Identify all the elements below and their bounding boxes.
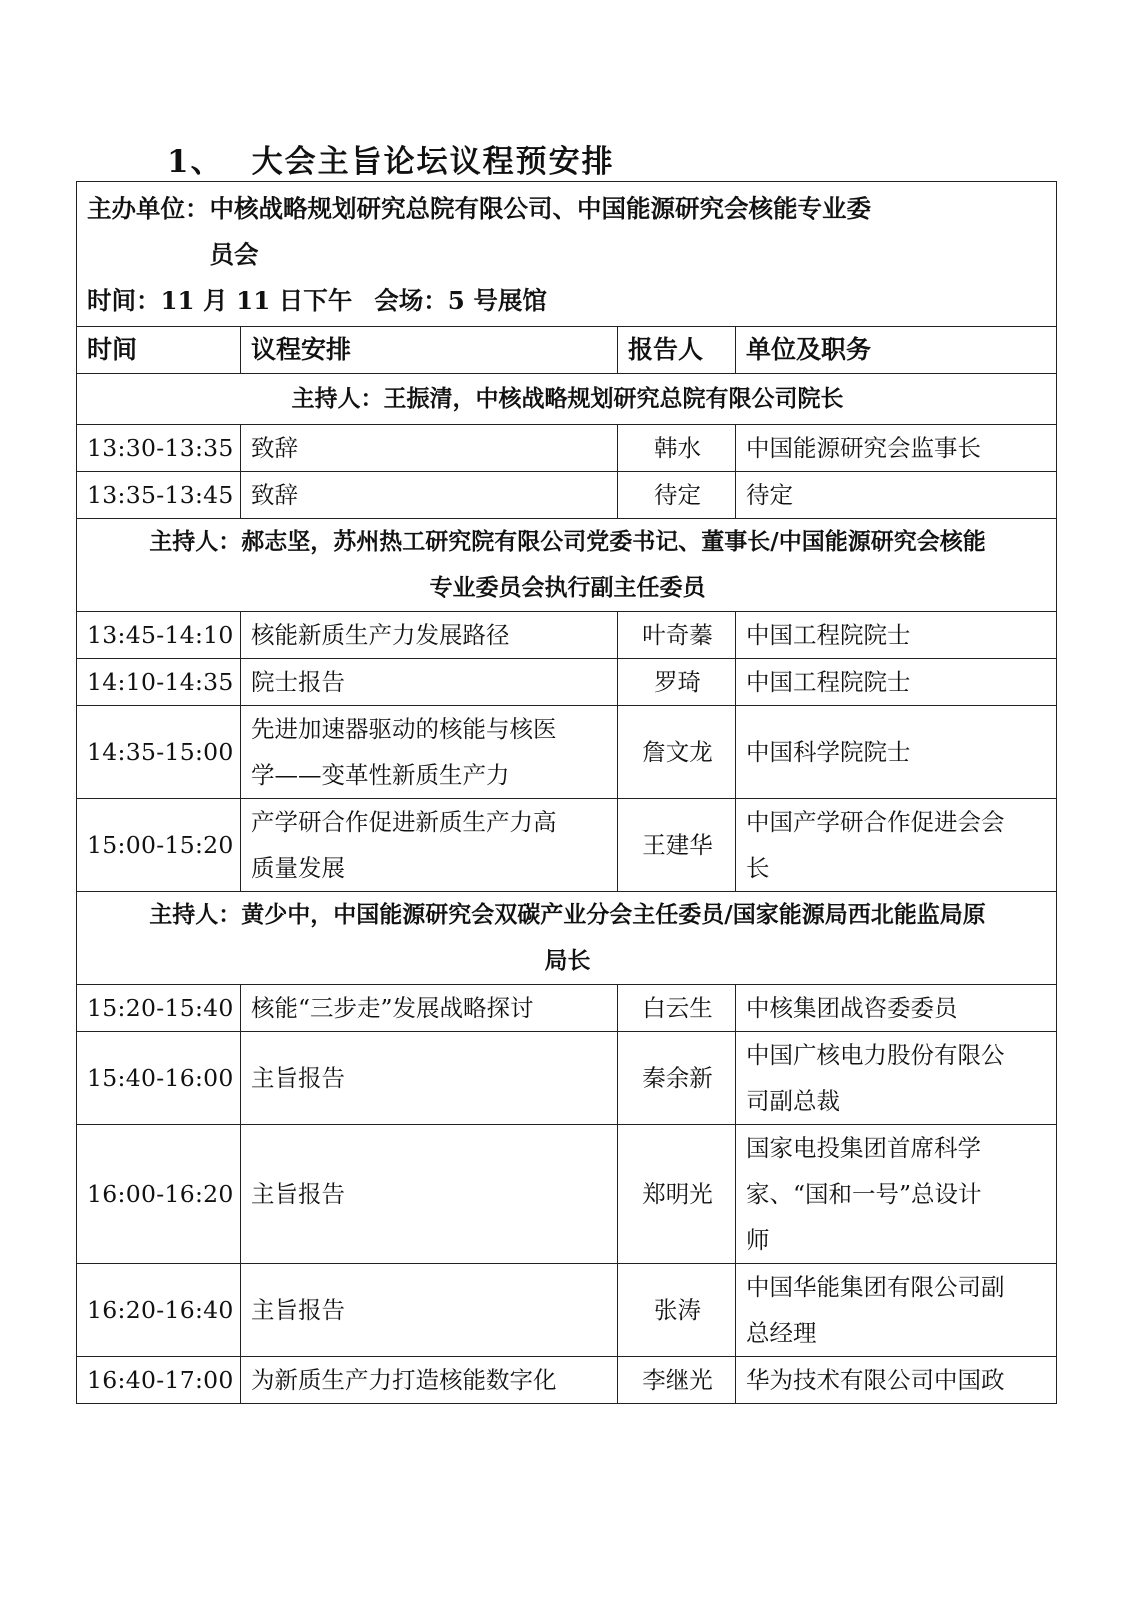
- agenda-row: [77, 1264, 1057, 1357]
- agenda-time: 13:45-14:10: [77, 612, 241, 659]
- agenda-time: 13:35-13:45: [77, 472, 241, 519]
- organizer-value-line: 员会: [209, 240, 259, 269]
- info-row: [77, 182, 1057, 327]
- agenda-time: 16:40-17:00: [77, 1357, 241, 1404]
- agenda-affiliation-line: 中国华能集团有限公司副: [746, 1273, 1005, 1301]
- agenda-topic: [241, 425, 618, 472]
- agenda-topic-line: 主旨报告: [251, 1296, 345, 1324]
- agenda-time: 15:20-15:40: [77, 985, 241, 1032]
- agenda-affiliation-line: 中核集团战咨委委员: [746, 994, 958, 1022]
- agenda-topic: [241, 799, 618, 892]
- organizer-value: [210, 186, 1047, 278]
- agenda-speaker: 白云生: [618, 985, 736, 1032]
- agenda-speaker: 待定: [618, 472, 736, 519]
- agenda-affiliation-line: 家、“国和一号”总设计: [746, 1180, 982, 1208]
- agenda-speaker: 秦余新: [618, 1032, 736, 1125]
- agenda-affiliation-line: 中国工程院院士: [746, 668, 911, 696]
- agenda-affiliation-line: 总经理: [746, 1319, 817, 1347]
- agenda-topic-line: 院士报告: [251, 668, 345, 696]
- title-text: 大会主旨论坛议程预安排: [251, 144, 615, 180]
- host-line: 专业委员会执行副主任委员: [429, 574, 706, 601]
- agenda-row: [77, 612, 1057, 659]
- agenda-topic-line: 主旨报告: [251, 1180, 345, 1208]
- agenda-row: [77, 985, 1057, 1032]
- host-cell: [77, 519, 1057, 612]
- agenda-speaker: 李继光: [618, 1357, 736, 1404]
- agenda-topic: [241, 706, 618, 799]
- organizer-value-line: 中核战略规划研究总院有限公司、中国能源研究会核能专业委: [209, 194, 871, 223]
- host-line: 主持人：黄少中，中国能源研究会双碳产业分会主任委员/国家能源局西北能监局原: [149, 901, 986, 928]
- agenda-row: [77, 706, 1057, 799]
- agenda-affiliation-line: 待定: [746, 481, 793, 509]
- agenda-row: [77, 425, 1057, 472]
- page-title: [167, 136, 615, 181]
- agenda-row: [77, 799, 1057, 892]
- agenda-row: [77, 1357, 1057, 1404]
- agenda-topic-line: 先进加速器驱动的核能与核医: [251, 715, 557, 743]
- header-speaker: 报告人: [618, 327, 736, 374]
- agenda-topic: [241, 985, 618, 1032]
- host-line: 主持人：郝志坚，苏州热工研究院有限公司党委书记、董事长/中国能源研究会核能: [149, 528, 986, 555]
- agenda-topic-line: 产学研合作促进新质生产力高: [251, 808, 557, 836]
- header-time: 时间: [77, 327, 241, 374]
- agenda-affiliation: [736, 659, 1057, 706]
- agenda-topic: [241, 1264, 618, 1357]
- host-line: 局长: [544, 947, 591, 974]
- agenda-speaker: 罗琦: [618, 659, 736, 706]
- organizer-label: 主办单位：: [87, 194, 210, 223]
- agenda-topic-line: 学——变革性新质生产力: [251, 761, 510, 789]
- time-value: 11 月 11 日下午: [160, 286, 353, 315]
- agenda-speaker: 王建华: [618, 799, 736, 892]
- agenda-table: [76, 181, 1057, 1404]
- host-row: [77, 892, 1057, 985]
- agenda-topic-line: 为新质生产力打造核能数字化: [251, 1366, 557, 1394]
- agenda-topic: [241, 659, 618, 706]
- agenda-row: [77, 659, 1057, 706]
- agenda-time: 14:35-15:00: [77, 706, 241, 799]
- agenda-affiliation-line: 长: [746, 854, 770, 882]
- agenda-topic: [241, 612, 618, 659]
- agenda-time: 13:30-13:35: [77, 425, 241, 472]
- agenda-row: [77, 1032, 1057, 1125]
- agenda-affiliation: [736, 1125, 1057, 1264]
- agenda-row: [77, 472, 1057, 519]
- agenda-affiliation: [736, 612, 1057, 659]
- agenda-speaker: 叶奇蓁: [618, 612, 736, 659]
- agenda-affiliation: [736, 985, 1057, 1032]
- agenda-topic-line: 致辞: [251, 434, 298, 462]
- agenda-affiliation: [736, 799, 1057, 892]
- host-row: [77, 374, 1057, 425]
- agenda-affiliation-line: 中国工程院院士: [746, 621, 911, 649]
- agenda-speaker: 詹文龙: [618, 706, 736, 799]
- agenda-time: 16:20-16:40: [77, 1264, 241, 1357]
- table-header-row: [77, 327, 1057, 374]
- title-number: 1、: [167, 144, 224, 180]
- agenda-affiliation: [736, 425, 1057, 472]
- agenda-affiliation-line: 国家电投集团首席科学: [746, 1134, 981, 1162]
- agenda-speaker: 张涛: [618, 1264, 736, 1357]
- agenda-topic: [241, 472, 618, 519]
- agenda-affiliation-line: 中国广核电力股份有限公: [746, 1041, 1005, 1069]
- host-row: [77, 519, 1057, 612]
- agenda-topic-line: 核能新质生产力发展路径: [251, 621, 510, 649]
- header-affiliation: 单位及职务: [736, 327, 1057, 374]
- venue-value: 5 号展馆: [447, 286, 547, 315]
- agenda-affiliation: [736, 1032, 1057, 1125]
- host-cell: [77, 892, 1057, 985]
- agenda-affiliation-line: 华为技术有限公司中国政: [746, 1366, 1005, 1394]
- host-line: 主持人：王振清，中核战略规划研究总院有限公司院长: [291, 385, 844, 412]
- agenda-topic-line: 主旨报告: [251, 1064, 345, 1092]
- agenda-speaker: 韩水: [618, 425, 736, 472]
- organizer-line: [87, 186, 1046, 278]
- agenda-topic-line: 致辞: [251, 481, 298, 509]
- agenda-affiliation-line: 中国科学院院士: [746, 738, 911, 766]
- agenda-topic: [241, 1357, 618, 1404]
- agenda-affiliation: [736, 706, 1057, 799]
- agenda-affiliation-line: 中国能源研究会监事长: [746, 434, 981, 462]
- agenda-time: 14:10-14:35: [77, 659, 241, 706]
- agenda-topic-line: 核能“三步走”发展战略探讨: [251, 994, 534, 1022]
- header-topic: 议程安排: [241, 327, 618, 374]
- agenda-affiliation: [736, 472, 1057, 519]
- agenda-affiliation: [736, 1357, 1057, 1404]
- agenda-affiliation-line: 中国产学研合作促进会会: [746, 808, 1005, 836]
- agenda-affiliation: [736, 1264, 1057, 1357]
- agenda-affiliation-line: 师: [746, 1226, 770, 1254]
- agenda-time: 15:00-15:20: [77, 799, 241, 892]
- agenda-time: 15:40-16:00: [77, 1032, 241, 1125]
- info-cell: [77, 182, 1057, 327]
- agenda-time: 16:00-16:20: [77, 1125, 241, 1264]
- venue-label: 会场：: [374, 286, 448, 315]
- agenda-topic: [241, 1125, 618, 1264]
- agenda-topic-line: 质量发展: [251, 854, 345, 882]
- agenda-affiliation-line: 司副总裁: [746, 1087, 840, 1115]
- agenda-topic: [241, 1032, 618, 1125]
- host-cell: [77, 374, 1057, 425]
- time-label: 时间：: [87, 286, 161, 315]
- agenda-speaker: 郑明光: [618, 1125, 736, 1264]
- agenda-row: [77, 1125, 1057, 1264]
- time-venue-line: [87, 278, 1046, 324]
